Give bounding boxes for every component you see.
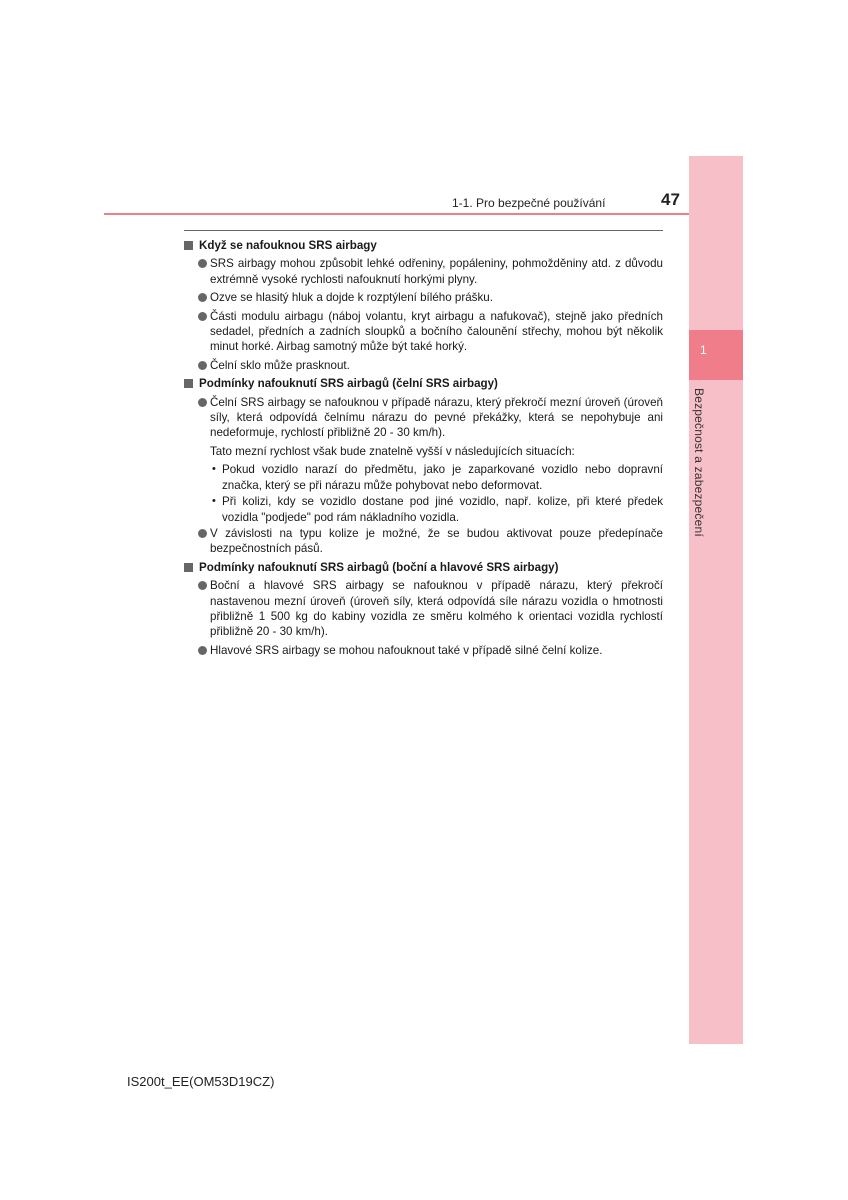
circle-bullet-icon — [198, 293, 207, 302]
page-content — [184, 238, 663, 661]
circle-bullet-icon — [198, 259, 207, 268]
circle-bullet-icon — [198, 646, 207, 655]
square-bullet-icon — [184, 241, 193, 250]
circle-bullet-icon — [198, 398, 207, 407]
list-item: Čelní SRS airbagy se nafouknou v případě nárazu, který překročí mezní úroveň (úroveň síly, která odpovídá čelnímu nárazu do pevné překážky, která se nepohybuje ani nedeformuje, rychlostí přibližně 20 - 30 km/h). — [184, 395, 663, 441]
chapter-title: Bezpečnost a zabezpečení — [692, 388, 706, 537]
square-bullet-icon — [184, 379, 193, 388]
circle-bullet-icon — [198, 529, 207, 538]
list-item: V závislosti na typu kolize je možné, že se budou aktivovat pouze předepínače bezpečnostních pásů. — [184, 526, 663, 557]
sub-list-item: • Při kolizi, kdy se vozidlo dostane pod jiné vozidlo, např. kolize, při které předek vozidla "podjede" pod rám nákladního vozidla. — [212, 495, 663, 524]
model-code: IS200t_EE(OM53D19CZ) — [127, 1074, 275, 1089]
list-item: SRS airbagy mohou způsobit lehké odřeniny, popáleniny, pohmožděniny atd. z důvodu extrémně vysoké rychlosti nafouknutí horkými plyny. — [184, 256, 663, 287]
section-heading: Podmínky nafouknutí SRS airbagů (čelní SRS airbagy) — [184, 376, 663, 391]
list-item: Ozve se hlasitý hluk a dojde k rozptýlení bílého prášku. — [184, 290, 663, 305]
circle-bullet-icon — [198, 581, 207, 590]
chapter-number-box — [689, 330, 743, 380]
section-heading: Podmínky nafouknutí SRS airbagů (boční a hlavové SRS airbagy) — [184, 560, 663, 575]
list-item: Boční a hlavové SRS airbagy se nafouknou v případě nárazu, který překročí nastavenou mezní úroveň (úroveň síly, která odpovídá síle nárazu vozidla o hmotnosti přibližně 1 500 kg do kabiny vozidla ze směru kolmého k orientaci vozidla rychlostí přibližně 20 - 30 km/h). — [184, 578, 663, 640]
circle-bullet-icon — [198, 361, 207, 370]
paragraph: Tato mezní rychlost však bude znatelně vyšší v následujících situacích: — [210, 444, 575, 458]
content-top-rule — [184, 230, 663, 231]
list-item: Čelní sklo může prasknout. — [184, 358, 663, 373]
sub-list-item: • Pokud vozidlo narazí do předmětu, jako je zaparkované vozidlo nebo dopravní značka, který se při nárazu může pohybovat nebo deformovat. — [212, 463, 663, 492]
square-bullet-icon — [184, 563, 193, 572]
page-number: 47 — [661, 190, 680, 209]
chapter-number: 1 — [700, 343, 707, 357]
list-item: Části modulu airbagu (náboj volantu, kryt airbagu a nafukovač), stejně jako předních sedadel, předních a zadních sloupků a bočního čalounění střechy, mohou být několik minut horké. Airbag samotný může být také horký. — [184, 309, 663, 355]
small-bullet-icon: • — [212, 495, 216, 508]
circle-bullet-icon — [198, 312, 207, 321]
section-heading: Když se nafouknou SRS airbagy — [184, 238, 663, 253]
header-rule — [104, 213, 689, 215]
list-item: Hlavové SRS airbagy se mohou nafouknout také v případě silné čelní kolize. — [184, 643, 663, 658]
chapter-side-tab — [689, 156, 743, 1044]
section-title: 1-1. Pro bezpečné používání — [452, 196, 606, 210]
small-bullet-icon: • — [212, 463, 216, 476]
